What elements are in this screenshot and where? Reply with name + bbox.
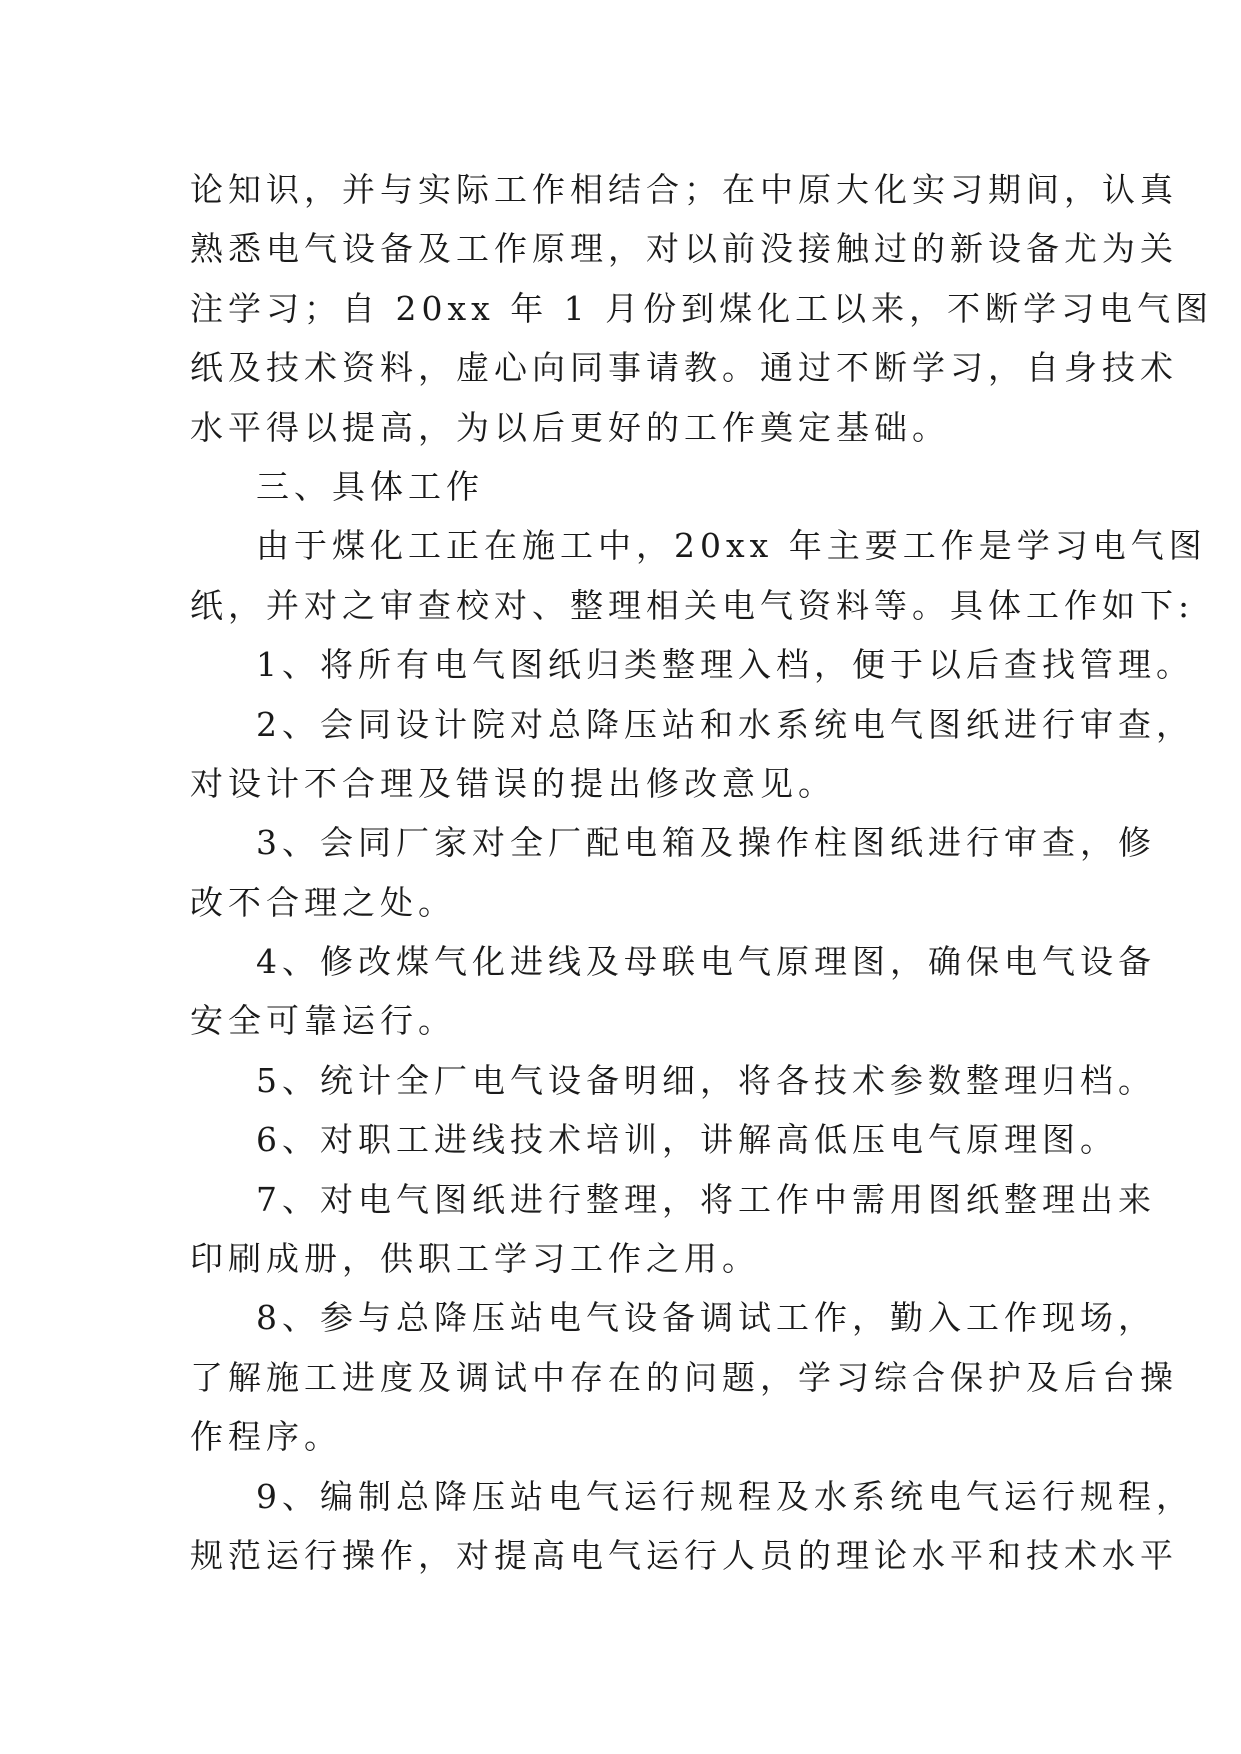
text-line: 8、参与总降压站电气设备调试工作，勤入工作现场，	[256, 1298, 1156, 1338]
item-2	[190, 695, 1194, 814]
text-line: 1、将所有电气图纸归类整理入档，便于以后查找管理。	[256, 645, 1194, 685]
item-1	[190, 635, 1194, 694]
text-line: 3、会同厂家对全厂配电箱及操作柱图纸进行审查，修	[256, 823, 1156, 863]
item-7	[190, 1170, 1156, 1289]
text-line: 规范运行操作，对提高电气运行人员的理论水平和技术水平	[190, 1535, 1178, 1575]
text-line: 纸及技术资料，虚心向同事请教。通过不断学习，自身技术	[190, 348, 1178, 388]
text-line: 了解施工进度及调试中存在的问题，学习综合保护及后台操	[190, 1357, 1178, 1397]
text-line: 纸，并对之审查校对、整理相关电气资料等。具体工作如下:	[190, 585, 1195, 625]
text-line: 5、统计全厂电气设备明细，将各技术参数整理归档。	[256, 1060, 1156, 1100]
text-line: 对设计不合理及错误的提出修改意见。	[190, 763, 836, 803]
item-6	[190, 1110, 1118, 1169]
text-line: 2、会同设计院对总降压站和水系统电气图纸进行审查，	[256, 704, 1194, 744]
para-intro	[190, 516, 1207, 635]
text-line: 4、修改煤气化进线及母联电气原理图，确保电气设备	[256, 942, 1156, 982]
text-line: 熟悉电气设备及工作原理，对以前没接触过的新设备尤为关	[190, 229, 1178, 269]
section-heading: 三、具体工作	[256, 466, 484, 506]
text-line: 改不合理之处。	[190, 882, 456, 922]
text-line: 注学习；自 20xx 年 1 月份到煤化工以来，不断学习电气图	[190, 288, 1214, 328]
text-line: 9、编制总降压站电气运行规程及水系统电气运行规程，	[256, 1476, 1194, 1516]
document-body	[190, 160, 1214, 1585]
text-line: 印刷成册，供职工学习工作之用。	[190, 1239, 760, 1279]
text-line: 论知识，并与实际工作相结合；在中原大化实习期间，认真	[190, 170, 1178, 209]
para-study-continued	[190, 160, 1214, 457]
text-line: 作程序。	[190, 1417, 342, 1457]
text-line: 安全可靠运行。	[190, 1001, 456, 1041]
item-9	[190, 1467, 1194, 1586]
item-8	[190, 1288, 1178, 1466]
item-5	[190, 1051, 1156, 1110]
text-line: 7、对电气图纸进行整理，将工作中需用图纸整理出来	[256, 1179, 1156, 1219]
item-4	[190, 932, 1156, 1051]
text-line: 6、对职工进线技术培训，讲解高低压电气原理图。	[256, 1120, 1118, 1160]
section-heading-specific-work	[190, 457, 1070, 516]
text-line: 由于煤化工正在施工中，20xx 年主要工作是学习电气图	[256, 526, 1207, 566]
item-3	[190, 813, 1156, 932]
text-line: 水平得以提高，为以后更好的工作奠定基础。	[190, 407, 950, 447]
